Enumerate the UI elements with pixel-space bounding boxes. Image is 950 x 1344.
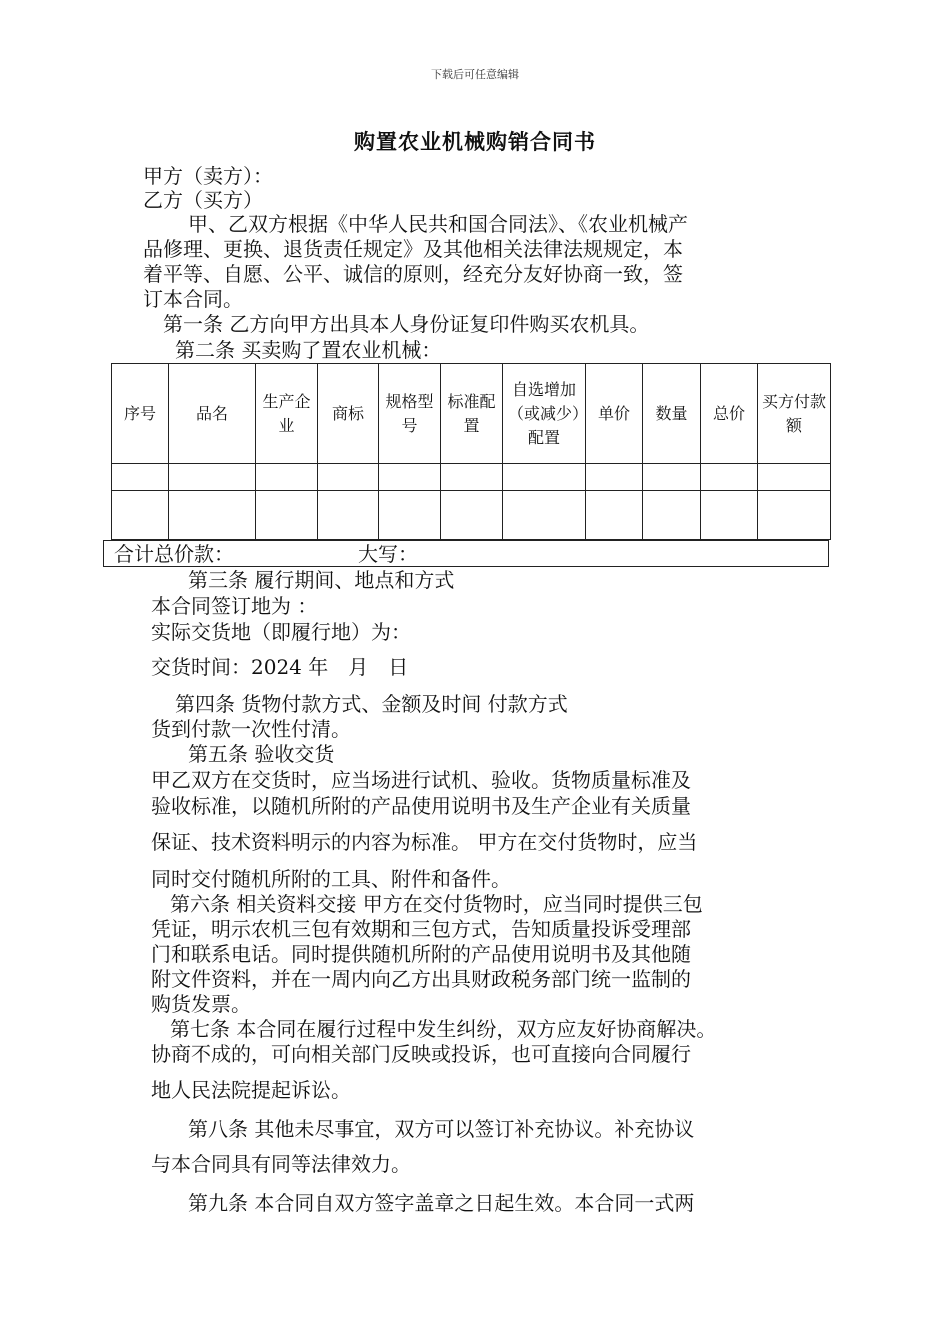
table-cell[interactable] xyxy=(112,491,169,540)
document-title: 购置农业机械购销合同书 xyxy=(354,129,596,154)
article-1: 第一条 乙方向甲方出具本人身份证复印件购买农机具。 xyxy=(163,312,650,336)
table-cell[interactable] xyxy=(441,491,503,540)
table-header-cell: 数量 xyxy=(643,364,701,464)
article-2-heading: 第二条 买卖购了置农业机械： xyxy=(175,338,442,362)
article-4-line: 货到付款一次性付清。 xyxy=(151,717,351,741)
article-5-line: 保证、技术资料明示的内容为标准。 甲方在交付货物时，应当 xyxy=(151,830,698,854)
article-8-line: 与本合同具有同等法律效力。 xyxy=(151,1152,411,1176)
table-cell[interactable] xyxy=(169,464,256,491)
table-cell[interactable] xyxy=(318,464,379,491)
intro-line: 品修理、更换、退货责任规定》及其他相关法律法规规定，本 xyxy=(143,237,683,261)
table-header-cell: 商标 xyxy=(318,364,379,464)
table-cell[interactable] xyxy=(503,491,586,540)
table-row xyxy=(112,464,831,491)
table-header-cell: 规格型号 xyxy=(379,364,441,464)
table-header-cell: 单价 xyxy=(586,364,643,464)
table-header-cell: 买方付款额 xyxy=(758,364,831,464)
article-9-line: 第九条 本合同自双方签字盖章之日起生效。本合同一式两 xyxy=(188,1191,695,1215)
article-5-line: 甲乙双方在交货时，应当场进行试机、验收。货物质量标准及 xyxy=(151,768,691,792)
table-row xyxy=(112,491,831,540)
table-cell[interactable] xyxy=(379,491,441,540)
table-header-cell: 自选增加（或减少）配置 xyxy=(503,364,586,464)
party-a-line: 甲方（卖方）： xyxy=(143,164,273,188)
article-5-line: 同时交付随机所附的工具、附件和备件。 xyxy=(151,867,511,891)
table-cell[interactable] xyxy=(701,464,758,491)
article-6-line: 凭证，明示农机三包有效期和三包方式，告知质量投诉受理部 xyxy=(151,917,691,941)
table-header-row xyxy=(112,364,831,464)
article-7-line: 地人民法院提起诉讼。 xyxy=(151,1078,351,1102)
table-header-cell: 品名 xyxy=(169,364,256,464)
table-header-cell: 总价 xyxy=(701,364,758,464)
article-4-heading: 第四条 货物付款方式、金额及时间 付款方式 xyxy=(175,692,568,716)
party-b-line: 乙方（买方） xyxy=(143,188,263,212)
sign-place-line: 本合同签订地为 ： xyxy=(151,594,318,618)
article-3-heading: 第三条 履行期间、地点和方式 xyxy=(188,568,455,592)
table-cell[interactable] xyxy=(379,464,441,491)
goods-table xyxy=(111,363,831,540)
table-cell[interactable] xyxy=(758,491,831,540)
article-5-line: 验收标准，以随机所附的产品使用说明书及生产企业有关质量 xyxy=(151,794,691,818)
table-header-cell: 标准配置 xyxy=(441,364,503,464)
article-5-heading: 第五条 验收交货 xyxy=(188,742,335,766)
total-label: 合计总价款： xyxy=(114,542,234,566)
table-header-cell: 序号 xyxy=(112,364,169,464)
article-6-line: 购货发票。 xyxy=(151,992,251,1016)
table-cell[interactable] xyxy=(643,491,701,540)
table-cell[interactable] xyxy=(256,491,318,540)
table-cell[interactable] xyxy=(169,491,256,540)
table-cell[interactable] xyxy=(503,464,586,491)
table-cell[interactable] xyxy=(643,464,701,491)
table-header-cell: 生产企业 xyxy=(256,364,318,464)
delivery-time-line: 交货时间：2024 年 月 日 xyxy=(151,655,409,679)
article-8-line: 第八条 其他未尽事宜，双方可以签订补充协议。补充协议 xyxy=(188,1117,695,1141)
article-7-line: 协商不成的，可向相关部门反映或投诉，也可直接向合同履行 xyxy=(151,1042,691,1066)
table-cell[interactable] xyxy=(318,491,379,540)
header-note: 下载后可任意编辑 xyxy=(431,68,519,81)
article-6-line: 附文件资料，并在一周内向乙方出具财政税务部门统一监制的 xyxy=(151,967,691,991)
table-cell[interactable] xyxy=(112,464,169,491)
table-cell[interactable] xyxy=(701,491,758,540)
table-cell[interactable] xyxy=(586,464,643,491)
intro-line: 订本合同。 xyxy=(143,287,243,311)
article-6-line: 第六条 相关资料交接 甲方在交付货物时，应当同时提供三包 xyxy=(170,892,703,916)
delivery-place-line: 实际交货地（即履行地）为： xyxy=(151,620,411,644)
intro-line: 甲、乙双方根据《中华人民共和国合同法》、《农业机械产 xyxy=(188,212,688,236)
table-cell[interactable] xyxy=(586,491,643,540)
table-cell[interactable] xyxy=(256,464,318,491)
intro-line: 着平等、自愿、公平、诚信的原则，经充分友好协商一致，签 xyxy=(143,262,683,286)
total-daxie-label: 大写： xyxy=(358,542,418,566)
table-cell[interactable] xyxy=(441,464,503,491)
article-6-line: 门和联系电话。同时提供随机所附的产品使用说明书及其他随 xyxy=(151,942,691,966)
article-7-line: 第七条 本合同在履行过程中发生纠纷，双方应友好协商解决。 xyxy=(170,1017,717,1041)
table-cell[interactable] xyxy=(758,464,831,491)
total-price-row xyxy=(103,540,829,567)
